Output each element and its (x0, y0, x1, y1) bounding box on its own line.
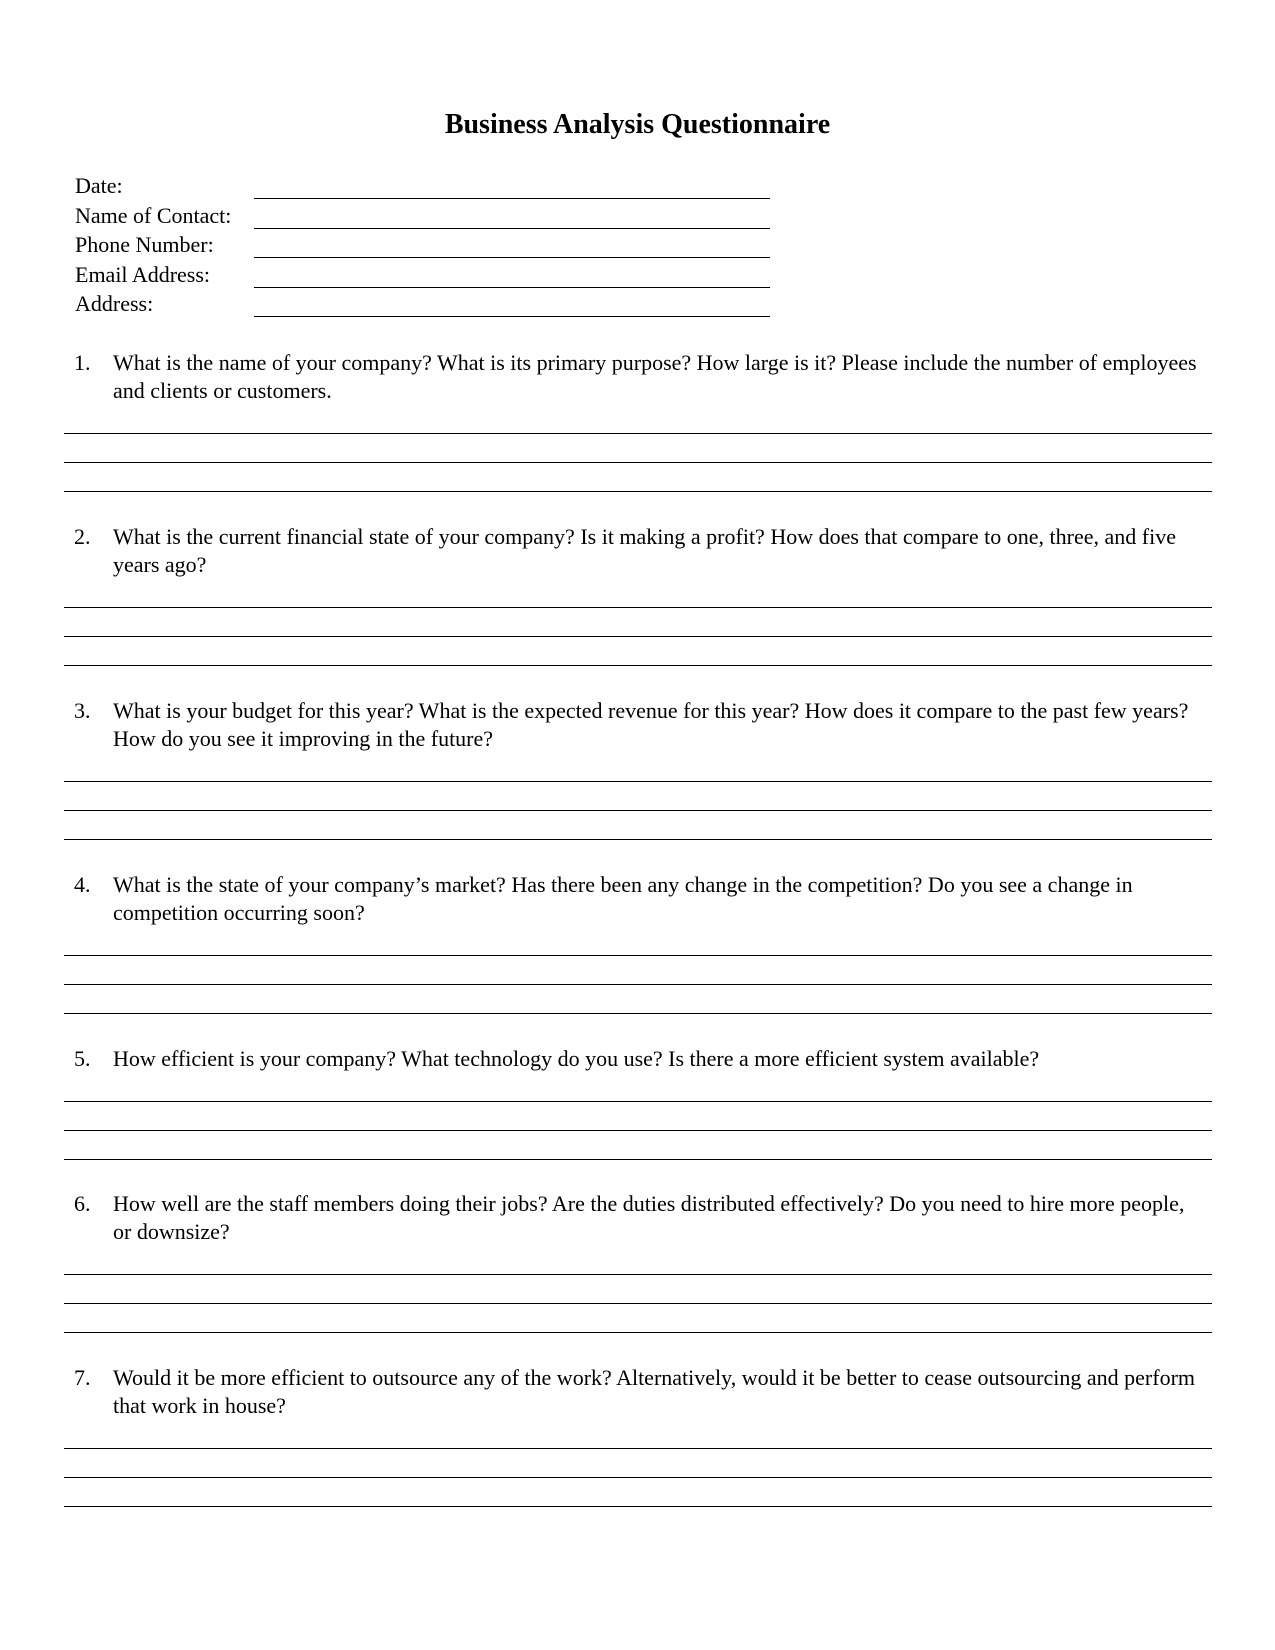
question-7 (64, 1364, 1212, 1420)
question-text: What is your budget for this year? What is the expected revenue for this year? How does it compare to the past few years? How do you see it improving in the future? (113, 698, 1189, 751)
answer-line[interactable] (64, 839, 1212, 840)
question-text-block (64, 349, 1212, 405)
answer-line[interactable] (64, 636, 1212, 637)
question-text-block (64, 697, 1212, 753)
answer-line[interactable] (64, 1506, 1212, 1507)
field-row-email (75, 260, 775, 290)
answer-line[interactable] (64, 984, 1212, 985)
phone-field[interactable] (254, 257, 770, 258)
question-number: 4. (74, 872, 91, 897)
question-2 (64, 523, 1212, 579)
answer-line[interactable] (64, 781, 1212, 782)
question-4 (64, 871, 1212, 927)
question-1 (64, 349, 1212, 405)
field-label-contact-name: Name of Contact: (75, 202, 232, 228)
answer-line[interactable] (64, 462, 1212, 463)
answer-line[interactable] (64, 1477, 1212, 1478)
answer-line[interactable] (64, 1130, 1212, 1131)
question-text-block (64, 1045, 1212, 1073)
field-row-date (75, 171, 775, 201)
question-number: 7. (74, 1365, 91, 1390)
field-row-phone (75, 230, 775, 260)
field-label-phone: Phone Number: (75, 232, 214, 257)
question-number: 2. (74, 524, 91, 549)
question-3 (64, 697, 1212, 753)
field-label-email: Email Address: (75, 261, 211, 287)
answer-line[interactable] (64, 491, 1212, 492)
question-text: How efficient is your company? What technology do you use? Is there a more efficient system available? (113, 1046, 1040, 1071)
question-6 (64, 1190, 1212, 1246)
answer-line[interactable] (64, 1013, 1212, 1014)
question-text: What is the name of your company? What is its primary purpose? How large is it? Please include the number of employees and clients or customers. (113, 350, 1197, 403)
contact-fields (75, 171, 775, 319)
answer-line[interactable] (64, 955, 1212, 956)
field-row-contact-name (75, 201, 775, 231)
question-text: What is the current financial state of your company? Is it making a profit? How does that compare to one, three, and five years ago? (113, 524, 1176, 577)
answer-line[interactable] (64, 607, 1212, 608)
question-text: How well are the staff members doing their jobs? Are the duties distributed effectively? Do you need to hire more people, or downsize? (113, 1191, 1185, 1244)
answer-line[interactable] (64, 433, 1212, 434)
question-text: Would it be more efficient to outsource any of the work? Alternatively, would it be better to cease outsourcing and perform that work in house? (113, 1365, 1196, 1418)
question-number: 6. (74, 1191, 91, 1216)
date-field[interactable] (254, 198, 770, 199)
field-label-address: Address: (75, 291, 154, 316)
page-title: Business Analysis Questionnaire (444, 109, 831, 140)
question-text-block (64, 523, 1212, 579)
answer-line[interactable] (64, 1332, 1212, 1333)
answer-line[interactable] (64, 810, 1212, 811)
answer-line[interactable] (64, 1101, 1212, 1102)
field-label-date: Date: (75, 173, 123, 198)
question-text: What is the state of your company’s market? Has there been any change in the competition? Do you see a change in competition occurring soon? (113, 872, 1133, 925)
question-text-block (64, 1190, 1212, 1246)
field-row-address (75, 289, 775, 319)
question-number: 1. (74, 350, 91, 375)
answer-line[interactable] (64, 1303, 1212, 1304)
question-text-block (64, 1364, 1212, 1420)
address-field[interactable] (254, 316, 770, 317)
answer-line[interactable] (64, 1274, 1212, 1275)
answer-line[interactable] (64, 1159, 1212, 1160)
email-field[interactable] (254, 287, 770, 288)
question-number: 3. (74, 698, 91, 723)
question-number: 5. (74, 1046, 91, 1071)
question-text-block (64, 871, 1212, 927)
answer-line[interactable] (64, 665, 1212, 666)
question-5 (64, 1045, 1212, 1073)
contact-name-field[interactable] (254, 228, 770, 229)
answer-line[interactable] (64, 1448, 1212, 1449)
